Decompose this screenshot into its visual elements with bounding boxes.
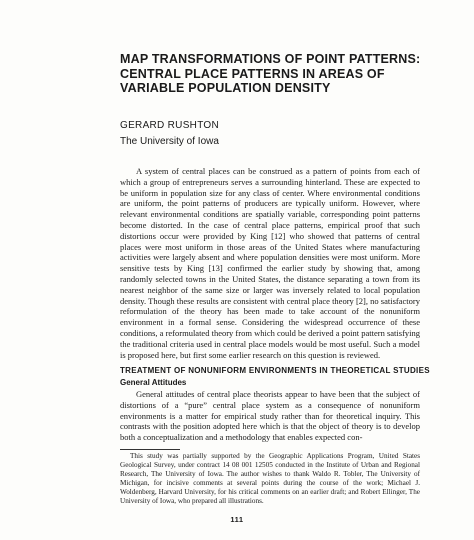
title-line: MAP TRANSFORMATIONS OF POINT PATTERNS: <box>120 52 421 66</box>
page-number: 111 <box>230 515 244 524</box>
article-title <box>120 52 420 96</box>
title-line: VARIABLE POPULATION DENSITY <box>120 81 331 95</box>
abstract-paragraph: A system of central places can be construed as a pattern of points from each of which a group of entrepreneurs serves a surrounding hinterland. These are expected to be uniform in population size for any class of center. Where environmental conditions are uniform, the point patterns of producers are typically uniform. However, where relevant environmental conditions are spatially variable, corresponding point patterns become distorted. In the case of central place patterns, empirical proof that such distortions occur were provided by King [12] who showed that patterns of central places were most uniform in those areas of the United States where manufacturing activities were largely absent and where population densities were most uniform. More sensitive tests by King [13] confirmed the earlier study by showing that, among randomly selected towns in the United States, the distance separating a town from its nearest neighbor of the same size or larger was inversely related to local population density. Though these results are consistent with central place theory [2], no satisfactory reformulation of the theory has been made to take account of the nonuniform environment in a formal sense. Considering the widespread occurrence of these conditions, a reformulated theory from which could be derived a point pattern satisfying the traditional criteria used in central place models would be most useful. Such a model is proposed here, but first some earlier research on this question is reviewed. <box>120 166 421 360</box>
author-name: GERARD RUSHTON <box>120 120 220 131</box>
author-affiliation: The University of Iowa <box>120 136 219 147</box>
footnote-divider <box>120 449 180 450</box>
title-line: CENTRAL PLACE PATTERNS IN AREAS OF <box>120 66 385 81</box>
section-heading: TREATMENT OF NONUNIFORM ENVIRONMENTS IN THEORETICAL STUDIES <box>120 366 430 375</box>
subsection-heading: General Attitudes <box>120 378 187 387</box>
body-paragraph: General attitudes of central place theorists appear to have been that the subject of distortions of a “pure” central place system as a consequence of nonuniform environments is a matter for empirical study rather than for theoretical inquiry. This contrasts with the position adopted here which is that the object of theory is to develop both a conceptualization and a methodology that enables expected con- <box>120 389 420 443</box>
footnote: This study was partially supported by the Geographic Applications Program, United States Geological Survey, under contract 14 08 001 12505 conducted in the Institute of Urban and Regional Research, The University of Iowa. The author wishes to thank Waldo R. Tobler, The University of Michigan, for incisive comments at several points during the course of the work; Michael J. Woldenberg, Harvard University, for his critical comments on an earlier draft; and Robert Ellinger, The University of Iowa, who prepared all illustrations. <box>120 452 420 505</box>
